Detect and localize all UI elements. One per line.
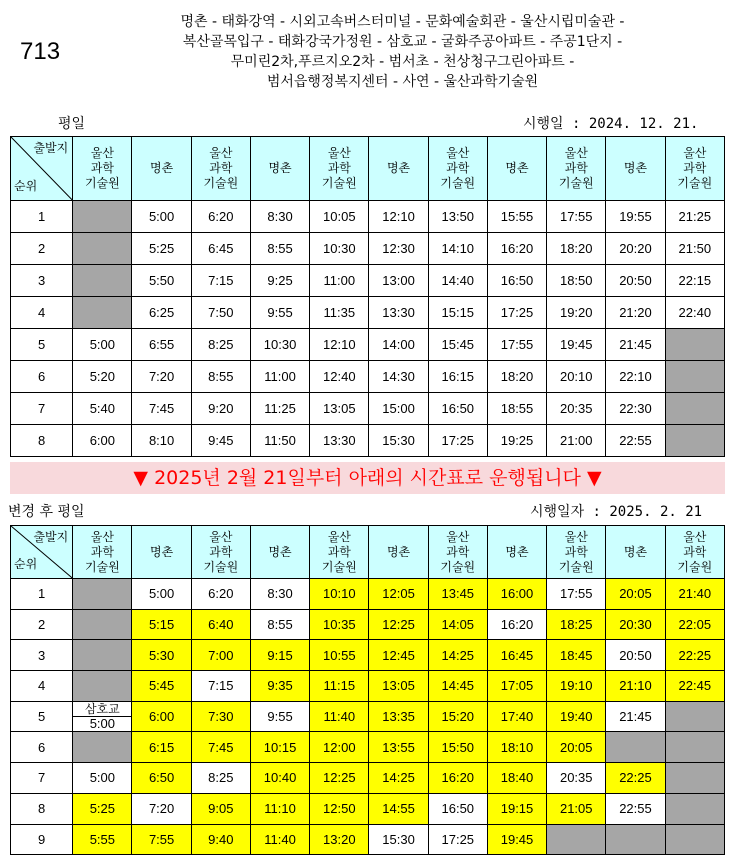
column-header: 명촌: [250, 137, 309, 201]
departure-time-cell: 11:10: [250, 793, 309, 824]
departure-time-cell: 21:25: [665, 201, 724, 233]
route-line: 복산골목입구 - 태화강국가정원 - 삼호교 - 굴화주공아파트 - 주공1단지 -: [182, 34, 623, 50]
departure-time-cell: 16:50: [428, 793, 487, 824]
departure-time-cell: 5:00: [73, 763, 132, 794]
departure-time-cell: 7:00: [191, 640, 250, 671]
departure-time-cell: 6:40: [191, 609, 250, 640]
departure-time-cell: 5:30: [132, 640, 191, 671]
corner-origin-label: 출발지: [33, 530, 69, 544]
column-header: 울산 과학 기술원: [547, 526, 606, 579]
departure-time-cell: 18:45: [547, 640, 606, 671]
departure-time-cell: 22:40: [665, 297, 724, 329]
departure-time-cell: 5:25: [73, 793, 132, 824]
departure-time-cell: 15:20: [428, 701, 487, 732]
column-header: 울산 과학 기술원: [191, 526, 250, 579]
table-row: [11, 361, 725, 393]
departure-time-cell: 16:45: [487, 640, 546, 671]
table2-title: 변경 후 평일: [8, 504, 85, 520]
departure-time-cell: 8:30: [250, 579, 309, 610]
route-line: 범서읍행정복지센터 - 사연 - 울산과학기술원: [266, 74, 539, 90]
departure-time-cell: 13:35: [369, 701, 428, 732]
column-header: 명촌: [132, 137, 191, 201]
departure-time-cell: 7:45: [132, 393, 191, 425]
route-line: 명촌 - 태화강역 - 시외고속버스터미널 - 문화예술회관 - 울산시립미술관 -: [180, 14, 625, 30]
column-header: 울산 과학 기술원: [191, 137, 250, 201]
column-header: 울산 과학 기술원: [73, 137, 132, 201]
departure-time-cell: 7:50: [191, 297, 250, 329]
table-row: [11, 732, 725, 763]
empty-cell: [73, 233, 132, 265]
departure-time-cell: 14:25: [428, 640, 487, 671]
column-header: 울산 과학 기술원: [310, 137, 369, 201]
departure-time-cell: 20:05: [606, 579, 665, 610]
departure-time-cell: 8:55: [250, 609, 309, 640]
departure-time-cell: 17:55: [547, 579, 606, 610]
table-row: [11, 297, 725, 329]
departure-time-cell: 6:25: [132, 297, 191, 329]
table-row: [11, 329, 725, 361]
column-header: 명촌: [250, 526, 309, 579]
empty-cell: [73, 579, 132, 610]
departure-time-cell: 7:30: [191, 701, 250, 732]
timetable-weekday-revised: [10, 525, 725, 855]
departure-time-cell: 7:15: [191, 265, 250, 297]
table-row: [11, 763, 725, 794]
departure-time-cell: 13:45: [428, 579, 487, 610]
row-number: 1: [11, 579, 73, 610]
departure-time-cell: 20:10: [547, 361, 606, 393]
departure-time-cell: 17:55: [547, 201, 606, 233]
departure-time-cell: 15:15: [428, 297, 487, 329]
departure-time-cell: 21:45: [606, 329, 665, 361]
departure-time-cell: 8:25: [191, 329, 250, 361]
empty-cell: [665, 763, 724, 794]
departure-time-cell: 13:05: [369, 671, 428, 702]
column-header: 울산 과학 기술원: [73, 526, 132, 579]
departure-time-cell: 12:50: [310, 793, 369, 824]
column-header: 울산 과학 기술원: [665, 137, 724, 201]
row-number: 2: [11, 233, 73, 265]
empty-cell: [73, 640, 132, 671]
departure-time-cell: 14:05: [428, 609, 487, 640]
departure-time-cell: 22:30: [606, 393, 665, 425]
route-number: 713: [20, 38, 61, 65]
departure-time-cell: 21:05: [547, 793, 606, 824]
departure-time-cell: 17:40: [487, 701, 546, 732]
row-number: 7: [11, 763, 73, 794]
departure-time-cell: 22:10: [606, 361, 665, 393]
departure-time-cell: 14:10: [428, 233, 487, 265]
empty-cell: [547, 824, 606, 855]
departure-time-cell: 18:20: [547, 233, 606, 265]
row-number: 5: [11, 329, 73, 361]
departure-time-cell: 6:55: [132, 329, 191, 361]
departure-time-cell: 7:15: [191, 671, 250, 702]
departure-time-cell: 11:40: [250, 824, 309, 855]
departure-time-cell: 10:05: [310, 201, 369, 233]
corner-origin-label: 출발지: [33, 141, 69, 155]
departure-time-cell: 13:05: [310, 393, 369, 425]
departure-time-cell: 19:25: [487, 425, 546, 457]
departure-time-cell: 19:40: [547, 701, 606, 732]
departure-time-cell: 5:40: [73, 393, 132, 425]
departure-time-cell: 9:15: [250, 640, 309, 671]
departure-time-cell: 16:50: [428, 393, 487, 425]
departure-time-cell: 21:00: [547, 425, 606, 457]
departure-time-cell: 21:40: [665, 579, 724, 610]
departure-time-cell: 11:00: [250, 361, 309, 393]
departure-time-cell: 14:40: [428, 265, 487, 297]
stop-name-label: 삼호교: [73, 702, 131, 717]
departure-time-cell: 5:15: [132, 609, 191, 640]
departure-time-cell: 12:05: [369, 579, 428, 610]
departure-time-cell: 6:15: [132, 732, 191, 763]
departure-time-cell: 20:50: [606, 640, 665, 671]
departure-time-cell: 10:30: [310, 233, 369, 265]
column-header: 명촌: [606, 526, 665, 579]
departure-time-cell: 13:55: [369, 732, 428, 763]
corner-order-label: 순위: [14, 557, 38, 571]
departure-time-cell: 9:45: [191, 425, 250, 457]
empty-cell: [665, 793, 724, 824]
table-row: [11, 609, 725, 640]
departure-time-cell: 15:30: [369, 824, 428, 855]
table1-title: 평일: [58, 116, 86, 132]
departure-time-cell: 20:20: [606, 233, 665, 265]
column-header: 울산 과학 기술원: [428, 526, 487, 579]
departure-time-cell: 6:20: [191, 201, 250, 233]
departure-time-cell: 20:50: [606, 265, 665, 297]
empty-cell: [606, 732, 665, 763]
departure-time-cell: 9:20: [191, 393, 250, 425]
change-notice: ▼ 2025년 2월 21일부터 아래의 시간표로 운행됩니다 ▼: [10, 462, 725, 494]
header-row: [11, 137, 725, 201]
empty-cell: [665, 329, 724, 361]
departure-time-cell: 10:15: [250, 732, 309, 763]
departure-time-cell: 22:25: [665, 640, 724, 671]
departure-time-cell: 22:25: [606, 763, 665, 794]
departure-time-cell: 15:45: [428, 329, 487, 361]
departure-time: 5:00: [89, 716, 116, 732]
departure-time-cell: 22:15: [665, 265, 724, 297]
row-number: 9: [11, 824, 73, 855]
row-number: 6: [11, 732, 73, 763]
departure-time-cell: 9:35: [250, 671, 309, 702]
corner-header: [11, 137, 73, 201]
column-header: 명촌: [369, 137, 428, 201]
departure-time-cell: 9:40: [191, 824, 250, 855]
departure-time-cell: 10:10: [310, 579, 369, 610]
empty-cell: [665, 393, 724, 425]
column-header: 명촌: [487, 526, 546, 579]
departure-time-cell: 9:05: [191, 793, 250, 824]
departure-time-cell: 12:10: [369, 201, 428, 233]
row-number: 3: [11, 265, 73, 297]
departure-time-cell: 5:00: [132, 579, 191, 610]
table-row: [11, 201, 725, 233]
table2-effective-date: 시행일자 : 2025. 2. 21: [530, 504, 703, 520]
departure-time-cell: 19:45: [547, 329, 606, 361]
departure-time-cell: 20:30: [606, 609, 665, 640]
departure-time-cell: 20:35: [547, 763, 606, 794]
row-number: 3: [11, 640, 73, 671]
departure-time-cell: 22:55: [606, 425, 665, 457]
departure-time-cell: 9:55: [250, 701, 309, 732]
empty-cell: [665, 732, 724, 763]
departure-time-cell: 13:00: [369, 265, 428, 297]
departure-time-cell: 19:10: [547, 671, 606, 702]
departure-time-cell: 18:50: [547, 265, 606, 297]
row-number: 7: [11, 393, 73, 425]
departure-time-cell: 16:50: [487, 265, 546, 297]
empty-cell: [73, 732, 132, 763]
departure-time-cell: 5:25: [132, 233, 191, 265]
departure-time-cell: 19:45: [487, 824, 546, 855]
table-row: [11, 793, 725, 824]
header-row: [11, 526, 725, 579]
empty-cell: [73, 201, 132, 233]
departure-time-cell: 11:50: [250, 425, 309, 457]
column-header: 명촌: [132, 526, 191, 579]
departure-time-cell: 17:25: [428, 824, 487, 855]
departure-time-cell: 15:50: [428, 732, 487, 763]
corner-order-label: 순위: [14, 179, 38, 193]
departure-time-cell: 5:00: [132, 201, 191, 233]
departure-time-cell: 21:20: [606, 297, 665, 329]
departure-time-cell: 11:15: [310, 671, 369, 702]
row-number: 4: [11, 671, 73, 702]
departure-time-cell: 12:30: [369, 233, 428, 265]
timetable-weekday: [10, 136, 725, 457]
departure-time-cell: 14:00: [369, 329, 428, 361]
departure-time-cell: 21:50: [665, 233, 724, 265]
departure-time-cell: 12:25: [369, 609, 428, 640]
empty-cell: [606, 824, 665, 855]
table-row: [11, 579, 725, 610]
table-row: [11, 701, 725, 732]
departure-time-cell: 21:45: [606, 701, 665, 732]
departure-time-cell: 13:30: [369, 297, 428, 329]
row-number: 8: [11, 793, 73, 824]
departure-time-cell: 8:55: [250, 233, 309, 265]
departure-time-cell: 10:35: [310, 609, 369, 640]
departure-time-cell: 22:45: [665, 671, 724, 702]
departure-time-cell: 17:55: [487, 329, 546, 361]
departure-time-cell: 5:55: [73, 824, 132, 855]
departure-time-cell: 5:50: [132, 265, 191, 297]
departure-time-cell: 19:55: [606, 201, 665, 233]
column-header: 울산 과학 기술원: [428, 137, 487, 201]
column-header: 명촌: [487, 137, 546, 201]
departure-time-cell: 18:20: [487, 361, 546, 393]
departure-time-cell: 10:30: [250, 329, 309, 361]
table-row: [11, 640, 725, 671]
row-number: 6: [11, 361, 73, 393]
departure-time-cell: 12:00: [310, 732, 369, 763]
departure-time-cell: 14:30: [369, 361, 428, 393]
column-header: 명촌: [369, 526, 428, 579]
departure-time-cell: 18:25: [547, 609, 606, 640]
departure-time-cell: 11:40: [310, 701, 369, 732]
departure-time-cell: 7:20: [132, 361, 191, 393]
departure-time-cell: 5:45: [132, 671, 191, 702]
departure-time-cell: 14:45: [428, 671, 487, 702]
departure-time-cell: 17:25: [428, 425, 487, 457]
departure-time-cell: [73, 701, 132, 732]
departure-time-cell: 11:00: [310, 265, 369, 297]
empty-cell: [73, 671, 132, 702]
departure-time-cell: 12:40: [310, 361, 369, 393]
empty-cell: [665, 701, 724, 732]
row-number: 8: [11, 425, 73, 457]
departure-time-cell: 9:25: [250, 265, 309, 297]
departure-time-cell: 7:55: [132, 824, 191, 855]
departure-time-cell: 11:35: [310, 297, 369, 329]
departure-time-cell: 18:10: [487, 732, 546, 763]
departure-time-cell: 13:20: [310, 824, 369, 855]
departure-time-cell: 5:20: [73, 361, 132, 393]
corner-header: [11, 526, 73, 579]
row-number: 5: [11, 701, 73, 732]
row-number: 2: [11, 609, 73, 640]
departure-time-cell: 6:45: [191, 233, 250, 265]
empty-cell: [665, 824, 724, 855]
departure-time-cell: 9:55: [250, 297, 309, 329]
departure-time-cell: 6:50: [132, 763, 191, 794]
table-row: [11, 824, 725, 855]
table1-effective-date: 시행일 : 2024. 12. 21.: [523, 116, 699, 132]
departure-time-cell: 16:00: [487, 579, 546, 610]
departure-time-cell: 7:45: [191, 732, 250, 763]
route-path: [125, 12, 680, 92]
table-row: [11, 393, 725, 425]
departure-time-cell: 18:55: [487, 393, 546, 425]
departure-time-cell: 7:20: [132, 793, 191, 824]
empty-cell: [73, 609, 132, 640]
departure-time-cell: 16:20: [487, 233, 546, 265]
departure-time-cell: 20:35: [547, 393, 606, 425]
departure-time-cell: 16:20: [428, 763, 487, 794]
departure-time-cell: 12:25: [310, 763, 369, 794]
departure-time-cell: 21:10: [606, 671, 665, 702]
departure-time-cell: 13:50: [428, 201, 487, 233]
departure-time-cell: 19:15: [487, 793, 546, 824]
route-line: 무미린2차,푸르지오2차 - 범서초 - 천상청구그린아파트 -: [230, 54, 575, 70]
departure-time-cell: 8:30: [250, 201, 309, 233]
departure-time-cell: 8:25: [191, 763, 250, 794]
departure-time-cell: 15:55: [487, 201, 546, 233]
departure-time-cell: 10:40: [250, 763, 309, 794]
departure-time-cell: 11:25: [250, 393, 309, 425]
departure-time-cell: 15:30: [369, 425, 428, 457]
departure-time-cell: 20:05: [547, 732, 606, 763]
column-header: 명촌: [606, 137, 665, 201]
departure-time-cell: 17:05: [487, 671, 546, 702]
departure-time-cell: 22:05: [665, 609, 724, 640]
departure-time-cell: 12:45: [369, 640, 428, 671]
departure-time-cell: 19:20: [547, 297, 606, 329]
departure-time-cell: 6:00: [132, 701, 191, 732]
departure-time-cell: 16:15: [428, 361, 487, 393]
table-row: [11, 265, 725, 297]
row-number: 1: [11, 201, 73, 233]
empty-cell: [73, 265, 132, 297]
table-row: [11, 425, 725, 457]
table-row: [11, 233, 725, 265]
departure-time-cell: 15:00: [369, 393, 428, 425]
empty-cell: [665, 361, 724, 393]
empty-cell: [665, 425, 724, 457]
departure-time-cell: 13:30: [310, 425, 369, 457]
departure-time-cell: 18:40: [487, 763, 546, 794]
departure-time-cell: 16:20: [487, 609, 546, 640]
departure-time-cell: 12:10: [310, 329, 369, 361]
departure-time-cell: 8:10: [132, 425, 191, 457]
column-header: 울산 과학 기술원: [665, 526, 724, 579]
departure-time-cell: 14:55: [369, 793, 428, 824]
departure-time-cell: 22:55: [606, 793, 665, 824]
column-header: 울산 과학 기술원: [547, 137, 606, 201]
row-number: 4: [11, 297, 73, 329]
departure-time-cell: 10:55: [310, 640, 369, 671]
departure-time-cell: 14:25: [369, 763, 428, 794]
departure-time-cell: 8:55: [191, 361, 250, 393]
departure-time-cell: 17:25: [487, 297, 546, 329]
empty-cell: [73, 297, 132, 329]
column-header: 울산 과학 기술원: [310, 526, 369, 579]
table-row: [11, 671, 725, 702]
departure-time-cell: 5:00: [73, 329, 132, 361]
departure-time-cell: 6:00: [73, 425, 132, 457]
departure-time-cell: 6:20: [191, 579, 250, 610]
